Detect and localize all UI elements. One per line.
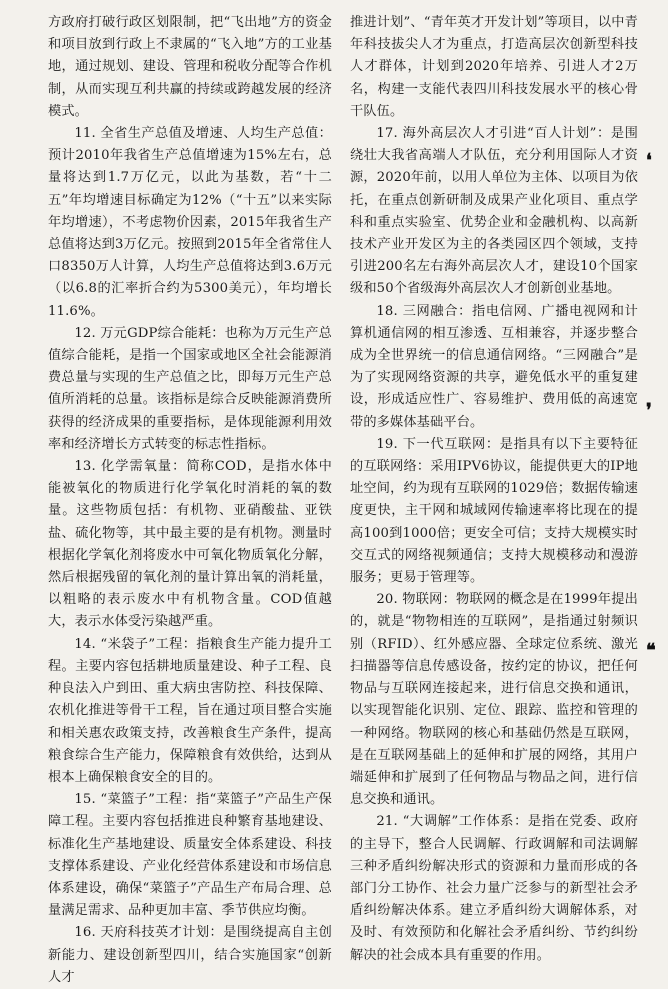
margin-mark: ❜: [646, 400, 652, 421]
paragraph-continuation: 推进计划”、“青年英才开发计划”等项目，以中青年科技拔尖人才为重点，打造高层次创新型科技人才群体，计划到2020年培养、引进人才2万名，构建一支能代表四川科技发展水平的核心骨干队伍。: [350, 15, 638, 119]
term-11-gdp: 11. 全省生产总值及增速、人均生产总值：预计2010年我省生产总值增速为15%左右，总量将达到1.7万亿元，以此为基数，若“十二五”年均增速目标确定为12%（“十五”以来实际年均增速），不考虑物价因素，2015年我省生产总值将达到3万亿元。按照到2015年全省常住人口8350万人计算，人均生产总值将达到3.6万元（以6.8的汇率折合约为5300美元），年均增长11.6%。: [48, 126, 332, 319]
term-17-hundred: 17. 海外高层次人才引进“百人计划”：是围绕壮大我省高端人才队伍，充分利用国际人才资源，2020年前，以用人单位为主体、以项目为依托，在重点创新研制及成果产业化项目、重点学科和重点实验室、优势企业和金融机构、以高新技术产业开发区为主的各类园区四个领域，支持引进200名左右海外高层次人才，建设10个国家级和50个省级海外高层次人才创新创业基地。: [350, 126, 638, 297]
term-21-mediation: 21. “大调解”工作体系：是指在党委、政府的主导下，整合人民调解、行政调解和司法调解三种矛盾纠纷解决形式的资源和力量而形成的各部门分工协作、社会力量广泛参与的新型社会矛盾纠纷解决体系。建立矛盾纠纷大调解体系，对及时、有效预防和化解社会矛盾纠纷、节约纠纷解决的社会成本具有重要的作用。: [350, 814, 638, 963]
margin-mark: ❝: [646, 640, 656, 661]
margin-mark: ❛: [646, 150, 652, 171]
term-16-talent: 16. 天府科技英才计划：是围绕提高自主创新能力、建设创新型四川，结合实施国家“创新人才: [48, 925, 332, 985]
term-18-triple: 18. 三网融合：指电信网、广播电视网和计算机通信网的相互渗透、互相兼容，并逐步整合成为全世界统一的信息通信网络。“三网融合”是为了实现网络资源的共享，避免低水平的重复建设，形成适应性广、容易维护、费用低的高速宽带的多媒体基础平台。: [350, 303, 638, 430]
term-13-cod: 13. 化学需氧量：简称COD，是指水体中能被氧化的物质进行化学氧化时消耗的氧的数量。这些物质包括：有机物、亚硝酸盐、亚铁盐、硫化物等，其中最主要的是有机物。测量时根据化学氧化剂将废水中可氧化物质氧化分解，然后根据残留的氧化剂的量计算出氧的消耗量，以粗略的表示废水中有机物含量。COD值越大，表示水体受污染越严重。: [48, 459, 332, 630]
right-column: [350, 12, 638, 967]
term-15-veg: 15. “菜篮子”工程：指“菜篮子”产品生产保障工程。主要内容包括推进良种繁育基地建设、标准化生产基地建设、质量安全体系建设、科技支撑体系建设、产业化经营体系建设和市场信息体系建设，确保“菜篮子”产品生产布局合理、总量满足需求、品种更加丰富、季节供应均衡。: [48, 792, 332, 919]
term-12-energy: 12. 万元GDP综合能耗：也称为万元生产总值综合能耗，是指一个国家或地区全社会能源消费总量与实现的生产总值之比，即每万元生产总值所消耗的总量。该指标是综合反映能源消费所获得的经济成果的重要指标，是体现能源利用效率和经济增长方式转变的标志性指标。: [48, 325, 332, 452]
term-20-iot: 20. 物联网：物联网的概念是在1999年提出的，就是“物物相连的互联网”，是指通过射频识别（RFID）、红外感应器、全球定位系统、激光扫描器等信息传感设备，按约定的协议，把任何物品与互联网连接起来，进行信息交换和通讯，以实现智能化识别、定位、跟踪、监控和管理的一种网络。物联网的核心和基础仍然是互联网，是在互联网基础上的延伸和扩展的网络，其用户端延伸和扩展到了任何物品与物品之间，进行信息交换和通讯。: [350, 592, 638, 808]
term-14-rice: 14. “米袋子”工程：指粮食生产能力提升工程。主要内容包括耕地质量建设、种子工程、良种良法入户到田、重大病虫害防控、科技保障、农机化推进等骨干工程，旨在通过项目整合实施和相关惠农政策支持，改善粮食生产条件，提高粮食综合生产能力，保障粮食有效供给，达到从根本上确保粮食安全的目的。: [48, 636, 332, 785]
paragraph-continuation: 方政府打破行政区划限制，把“飞出地”方的资金和项目放到行政上不隶属的“飞入地”方的工业基地，通过规划、建设、管理和税收分配等合作机制，从而实现互利共赢的持续或跨越发展的经济模式。: [48, 15, 332, 119]
term-19-nextgen: 19. 下一代互联网：是指具有以下主要特征的互联网络：采用IPV6协议，能提供更大的IP地址空间，约为现有互联网的1029倍；数据传输速度更快，主干网和城域网传输速率将比现在的提高100到1000倍；更安全可信；支持大规模实时交互式的网络视频通信；支持大规模移动和漫游服务；更易于管理等。: [350, 436, 638, 586]
left-column: [48, 12, 332, 989]
